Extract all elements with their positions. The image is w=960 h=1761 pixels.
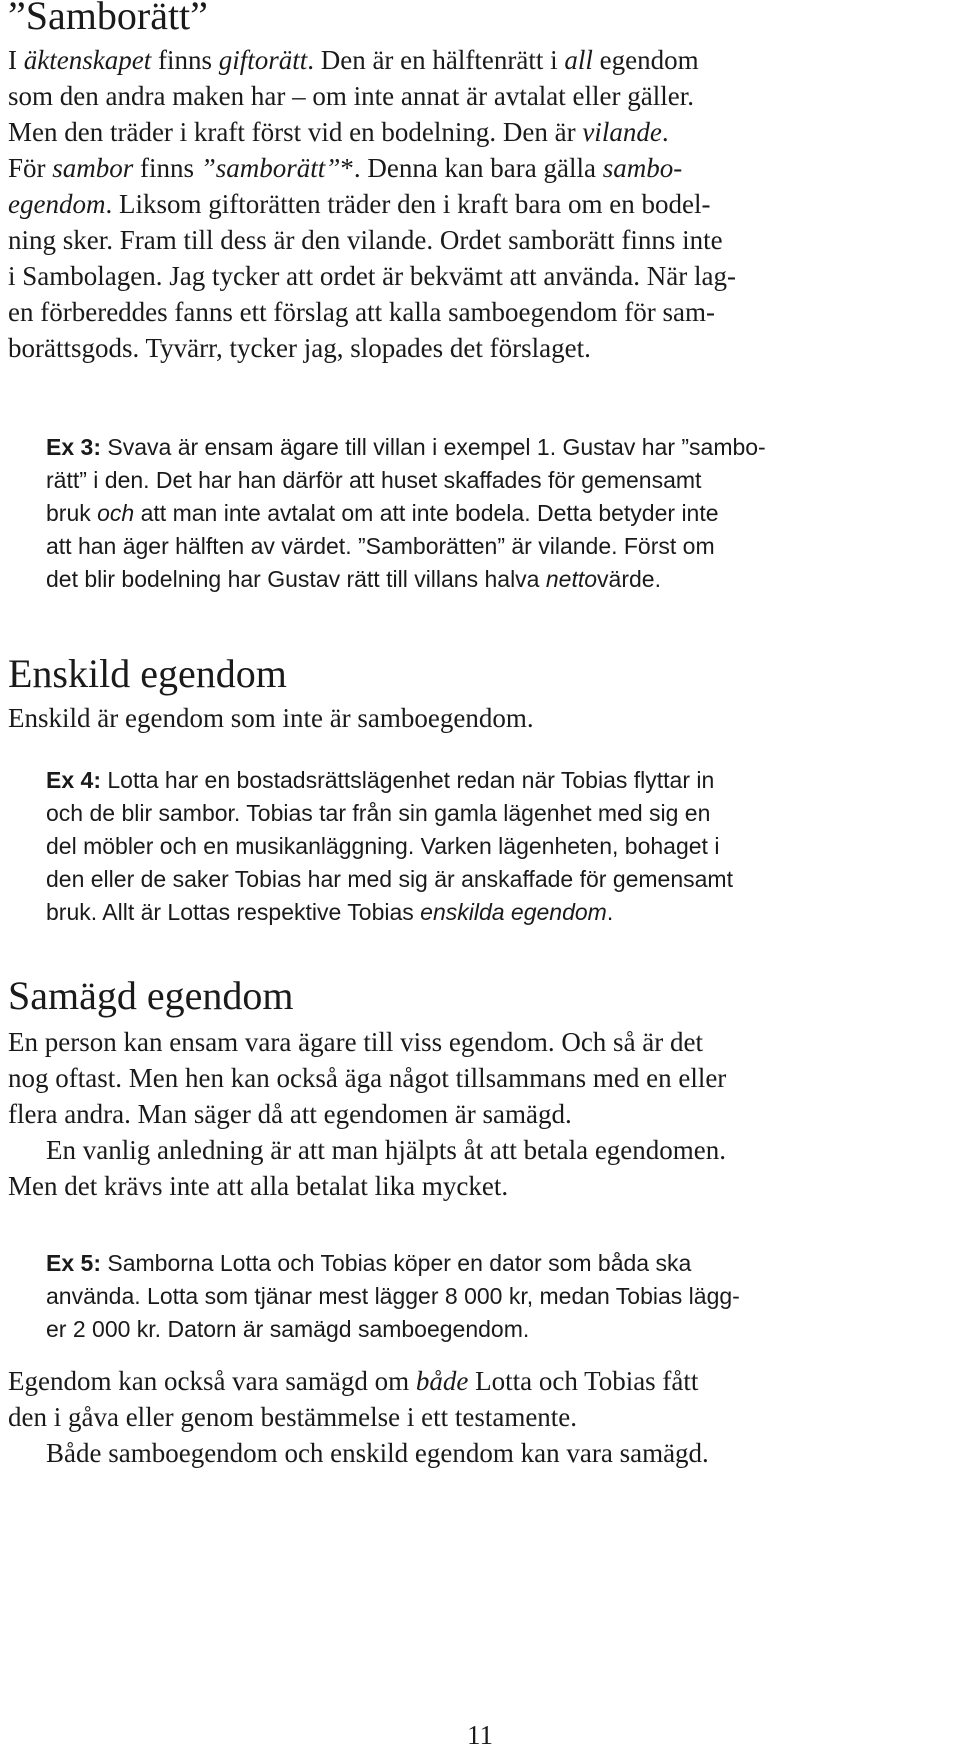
- emphasis: vilande: [582, 117, 662, 147]
- example-line: del möbler och en musikanläggning. Varken lägenheten, bohaget i: [46, 833, 720, 859]
- example-line: Ex 3: Svava är ensam ägare till villan i exempel 1. Gustav har ”sambo-: [46, 434, 766, 460]
- emphasis: ”samborätt”: [200, 153, 341, 183]
- heading-samagd: Samägd egendom: [8, 973, 294, 1018]
- text-line: Både samboegendom och enskild egendom kan vara samägd.: [46, 1438, 709, 1468]
- emphasis: sambor: [52, 153, 134, 183]
- example-label: Ex 4:: [46, 767, 101, 793]
- text-line: ning sker. Fram till dess är den vilande. Ordet samborätt finns inte: [8, 225, 723, 255]
- text-line: flera andra. Man säger då att egendomen är samägd.: [8, 1099, 572, 1129]
- emphasis: egendom: [8, 189, 106, 219]
- heading-enskild: Enskild egendom: [8, 651, 287, 696]
- emphasis: och: [97, 500, 135, 526]
- example-label: Ex 3:: [46, 434, 101, 460]
- text-line: en förbereddes fanns ett förslag att kalla samboegendom för sam-: [8, 297, 715, 327]
- example-line: att han äger hälften av värdet. ”Samborätten” är vilande. Först om: [46, 533, 715, 559]
- text-line: egendom. Liksom giftorätten träder den i kraft bara om en bodel-: [8, 189, 711, 219]
- example-line: rätt” i den. Det har han därför att huset skaffades för gemensamt: [46, 467, 702, 493]
- emphasis: sambo-: [602, 153, 683, 183]
- text-line: den i gåva eller genom bestämmelse i ett testamente.: [8, 1402, 578, 1432]
- example-line: bruk och att man inte avtalat om att inte bodela. Detta betyder inte: [46, 500, 719, 526]
- text-line: I äktenskapet finns giftorätt. Den är en hälftenrätt i all egendom: [8, 45, 699, 75]
- emphasis: enskilda egendom: [420, 899, 607, 925]
- emphasis: giftorätt: [218, 45, 308, 75]
- text-line: som den andra maken har – om inte annat är avtalat eller gäller.: [8, 81, 694, 111]
- example-line: Ex 5: Samborna Lotta och Tobias köper en dator som båda ska: [46, 1250, 692, 1276]
- emphasis: netto: [545, 566, 598, 592]
- emphasis: äktenskapet: [23, 45, 152, 75]
- text-line: Men det krävs inte att alla betalat lika mycket.: [8, 1171, 509, 1201]
- emphasis: all: [564, 45, 593, 75]
- text-line: Enskild är egendom som inte är samboegendom.: [8, 703, 534, 733]
- text-line: En person kan ensam vara ägare till viss egendom. Och så är det: [8, 1027, 704, 1057]
- example-line: det blir bodelning har Gustav rätt till villans halva nettovärde.: [46, 566, 661, 592]
- example-line: och de blir sambor. Tobias tar från sin gamla lägenhet med sig en: [46, 800, 711, 826]
- text-line: En vanlig anledning är att man hjälpts åt att betala egendomen.: [46, 1135, 727, 1165]
- emphasis: både: [415, 1366, 469, 1396]
- text-line: i Sambolagen. Jag tycker att ordet är bekvämt att använda. När lag-: [8, 261, 736, 291]
- example-line: bruk. Allt är Lottas respektive Tobias enskilda egendom.: [46, 899, 614, 925]
- page-number: 11: [467, 1720, 493, 1750]
- text-line: borättsgods. Tyvärr, tycker jag, slopades det förslaget.: [8, 333, 591, 363]
- example-line: den eller de saker Tobias har med sig är anskaffade för gemensamt: [46, 866, 733, 892]
- text-line: För sambor finns ”samborätt”*. Denna kan bara gälla sambo-: [8, 153, 683, 183]
- example-label: Ex 5:: [46, 1250, 101, 1276]
- example-line: Ex 4: Lotta har en bostadsrättslägenhet redan när Tobias flyttar in: [46, 767, 715, 793]
- text-line: Egendom kan också vara samägd om både Lotta och Tobias fått: [8, 1366, 699, 1396]
- text-line: nog oftast. Men hen kan också äga något tillsammans med en eller: [8, 1063, 727, 1093]
- text-line: Men den träder i kraft först vid en bodelning. Den är vilande.: [8, 117, 669, 147]
- example-line: er 2 000 kr. Datorn är samägd samboegendom.: [46, 1316, 530, 1342]
- example-line: använda. Lotta som tjänar mest lägger 8 000 kr, medan Tobias lägg-: [46, 1283, 740, 1309]
- heading-samboratt: ”Samborätt”: [8, 0, 208, 38]
